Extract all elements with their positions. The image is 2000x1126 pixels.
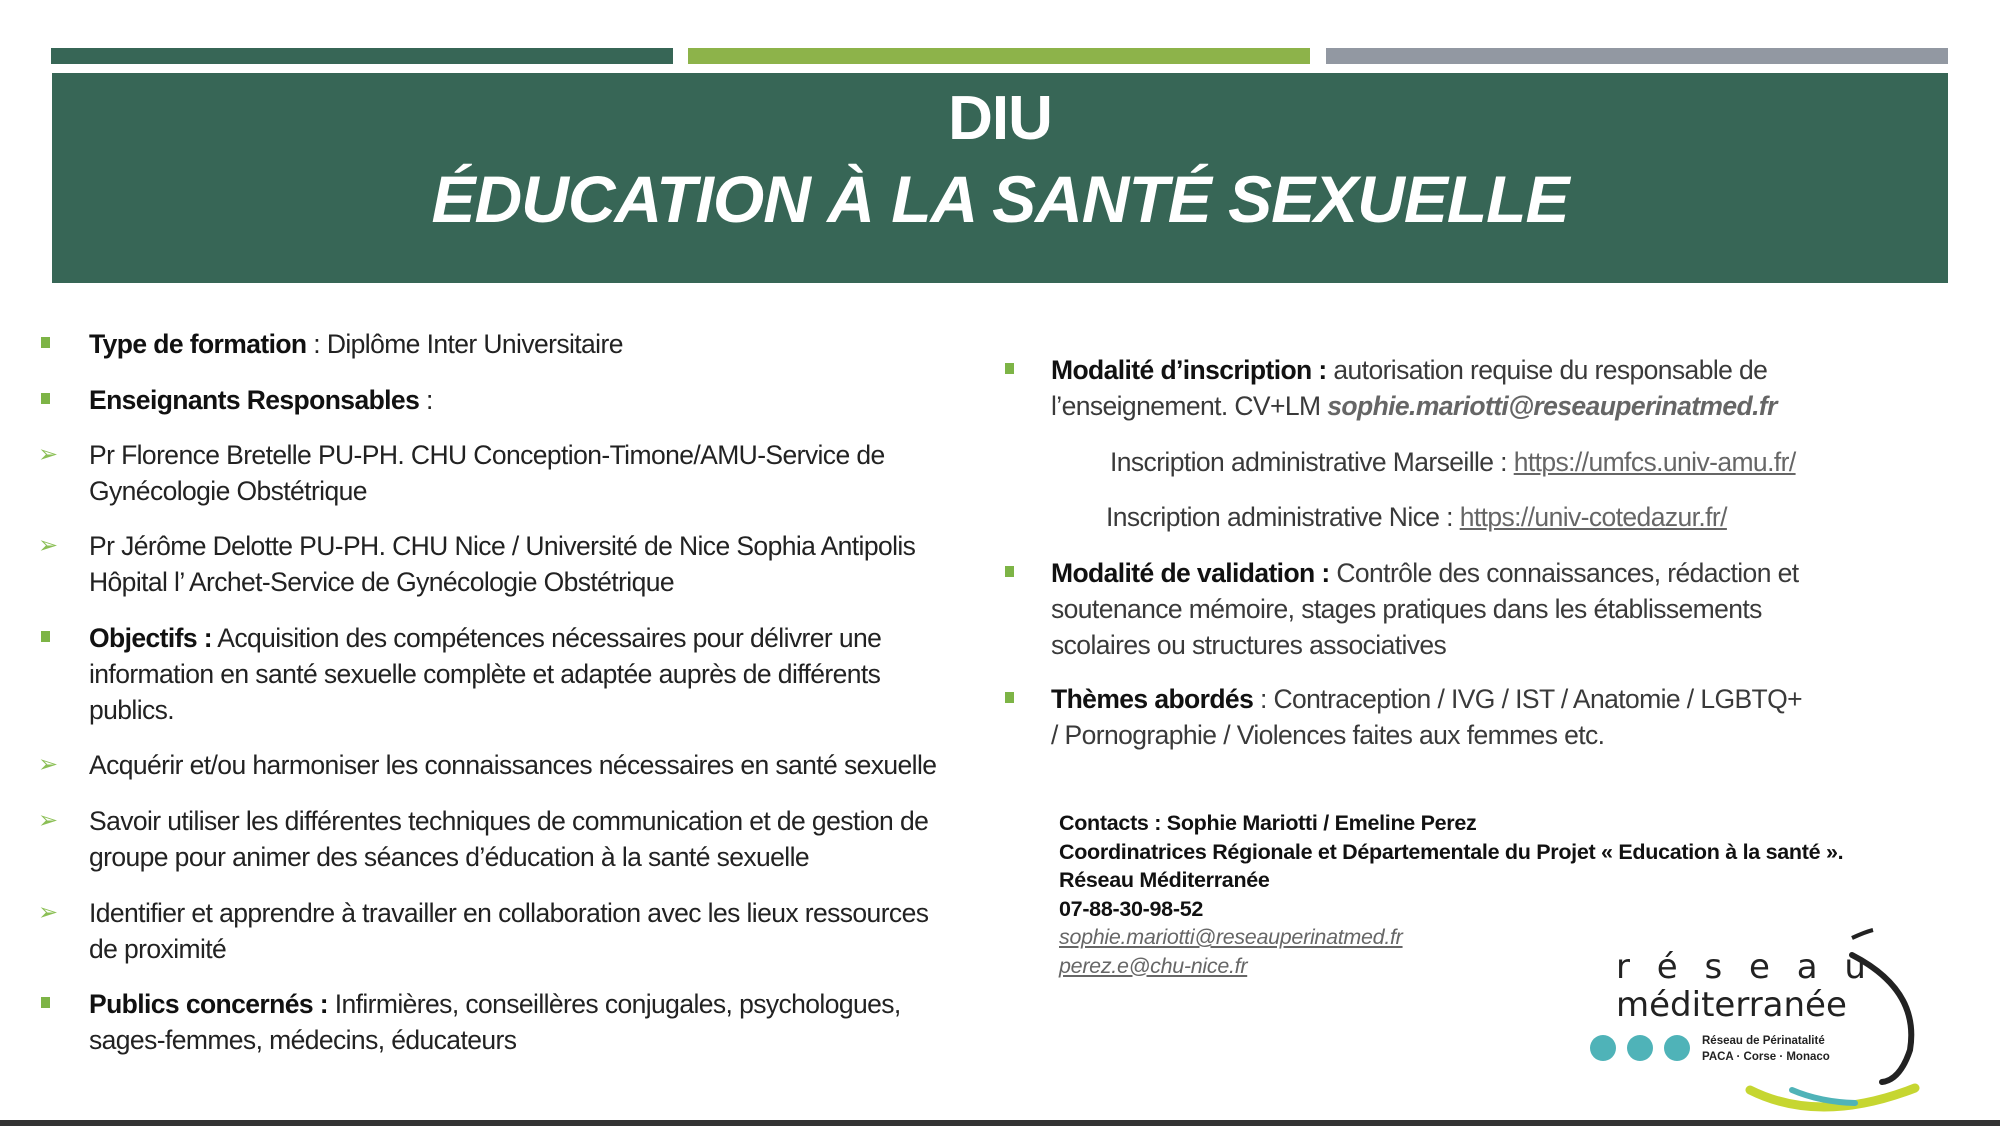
label: Publics concernés : [89,989,328,1019]
logo-sub1: Réseau de Périnatalité [1702,1035,1825,1047]
contacts-role: Coordinatrices Régionale et Départementale du Projet « Education à la santé ». [1059,839,1844,864]
arrow-bullet-icon: ➢ [38,899,59,926]
square-bullet-icon [41,620,50,656]
arrow-bullet-icon: ➢ [38,532,59,559]
logo-word2: méditerranée [1616,985,1847,1025]
nice-link[interactable]: https://univ-cotedazur.fr/ [1459,502,1727,532]
objective-savoir [89,803,928,875]
accent-bar-light-green [688,48,1310,64]
teacher-florence [89,437,885,509]
inscription-nice [1106,499,1727,535]
email-text: sophie.mariotti@reseauperinatmed.fr [1327,391,1777,421]
line: publics. [89,695,175,725]
inscription-marseille [1110,444,1796,480]
label: Type de formation [89,329,307,359]
line: Contrôle des connaissances, rédaction et [1329,558,1799,588]
logo-swoosh-green [1750,1088,1915,1107]
square-bullet-icon [1005,555,1014,591]
line: Identifier et apprendre à travailler en collaboration avec les lieux ressources [89,898,929,928]
line: Pr Florence Bretelle PU-PH. CHU Conception-Timone/AMU-Service de [89,440,885,470]
arrow-bullet-icon: ➢ [38,807,59,834]
reseau-mediterranee-logo [1580,910,1980,1115]
type-formation [89,326,623,362]
logo-circle-icon [1627,1035,1653,1061]
line: Acquérir et/ou harmoniser les connaissances nécessaires en santé sexuelle [89,750,937,780]
title: DIU [948,84,1052,153]
objective-acquerir [89,747,936,783]
label: Enseignants Responsables [89,385,420,415]
themes-abordes [1051,681,1802,753]
value: : [419,385,433,415]
value: : Diplôme Inter Universitaire [306,329,623,359]
line: Gynécologie Obstétrique [89,476,367,506]
line: groupe pour animer des séances d’éducation à la santé sexuelle [89,842,810,872]
contacts-phone: 07-88-30-98-52 [1059,896,1204,921]
arrow-bullet-icon: ➢ [38,441,59,468]
accent-bar-gray [1326,48,1948,64]
enseignants-responsables [89,382,433,418]
line: soutenance mémoire, stages pratiques dans les établissements [1051,594,1762,624]
line: : Contraception / IVG / IST / Anatomie / LGBTQ+ [1253,684,1803,714]
modalite-validation [1051,555,1799,663]
logo-swoosh-top [1852,930,1873,938]
logo-sub2: PACA · Corse · Monaco [1702,1051,1830,1063]
objective-identifier [89,895,928,967]
line: Hôpital l’ Archet-Service de Gynécologie Obstétrique [89,567,674,597]
contacts-org: Réseau Méditerranée [1059,868,1270,892]
label: Modalité d’inscription : [1051,355,1327,385]
arrow-bullet-icon: ➢ [38,751,59,778]
modalite-inscription [1051,352,1777,424]
square-bullet-icon [41,382,50,418]
label: Modalité de validation : [1051,558,1330,588]
label: Inscription administrative Marseille : [1110,447,1514,477]
objectifs [89,620,881,728]
line: Acquisition des compétences nécessaires pour délivrer une [211,623,882,653]
accent-bar-dark-green [51,48,673,64]
contacts-names: Contacts : Sophie Mariotti / Emeline Perez [1059,811,1477,835]
square-bullet-icon [41,986,50,1022]
logo-word1: r é s e a u [1616,947,1874,987]
logo-circle-icon [1590,1035,1616,1061]
publics-concernes [89,986,901,1058]
logo-circle-icon [1664,1035,1690,1061]
line: Infirmières, conseillères conjugales, psychologues, [327,989,901,1019]
label: Objectifs : [89,623,212,653]
email-link-mariotti[interactable]: sophie.mariotti@reseauperinatmed.fr [1059,925,1403,949]
square-bullet-icon [1005,681,1014,717]
line: de proximité [89,934,227,964]
title-banner [52,73,1948,283]
marseille-link[interactable]: https://umfcs.univ-amu.fr/ [1513,447,1796,477]
email-link-perez[interactable]: perez.e@chu-nice.fr [1059,953,1248,978]
logo-swoosh-teal [1792,1090,1855,1103]
line: l’enseignement. CV+LM [1051,391,1328,421]
label: Thèmes abordés [1051,684,1254,714]
line: Pr Jérôme Delotte PU-PH. CHU Nice / Université de Nice Sophia Antipolis [89,531,916,561]
line: / Pornographie / Violences faites aux femmes etc. [1051,720,1605,750]
line: Savoir utiliser les différentes techniques de communication et de gestion de [89,806,929,836]
subtitle: ÉDUCATION À LA SANTÉ SEXUELLE [431,162,1569,236]
bottom-border [0,1120,2000,1126]
line: autorisation requise du responsable de [1326,355,1768,385]
line: sages-femmes, médecins, éducateurs [89,1025,517,1055]
line: scolaires ou structures associatives [1051,630,1447,660]
label: Inscription administrative Nice : [1106,502,1460,532]
teacher-jerome [89,528,915,600]
line: information en santé sexuelle complète et adaptée auprès de différents [89,659,881,689]
square-bullet-icon [1005,352,1014,388]
square-bullet-icon [41,326,50,362]
